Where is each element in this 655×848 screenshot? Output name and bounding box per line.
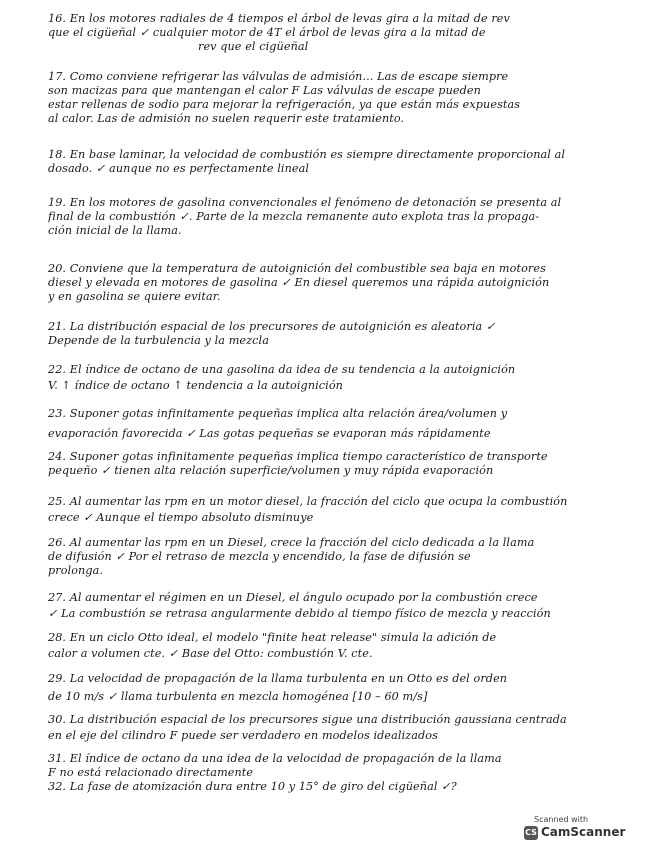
question-line: pequeño ✓ tienen alta relación superficie/volumen y muy rápida evaporación xyxy=(48,464,494,477)
question-line: ción inicial de la llama. xyxy=(48,224,182,237)
question-23 xyxy=(48,404,616,444)
question-line: F no está relacionado directamente xyxy=(48,766,254,779)
question-29 xyxy=(48,670,616,706)
question-line: al calor. Las de admisión no suelen requerir este tratamiento. xyxy=(48,112,405,125)
question-30 xyxy=(48,712,616,744)
question-line: 22. El índice de octano de una gasolina da idea de su tendencia a la autoignición xyxy=(48,363,516,376)
question-line: son macizas para que mantengan el calor F Las válvulas de escape pueden xyxy=(48,84,481,97)
question-21 xyxy=(48,320,616,348)
question-line: final de la combustión ✓. Parte de la mezcla remanente auto explota tras la propaga- xyxy=(48,210,540,223)
question-line: evaporación favorecida ✓ Las gotas pequeñas se evaporan más rápidamente xyxy=(48,427,491,440)
question-line: estar rellenas de sodio para mejorar la refrigeración, ya que están más expuestas xyxy=(48,98,521,111)
watermark-caption: Scanned with xyxy=(534,815,589,824)
question-25 xyxy=(48,494,616,526)
question-line: 29. La velocidad de propagación de la llama turbulenta en un Otto es del orden xyxy=(48,672,508,685)
question-line: 23. Suponer gotas infinitamente pequeñas implica alta relación área/volumen y xyxy=(48,407,508,420)
question-24 xyxy=(48,450,616,478)
question-line: 18. En base laminar, la velocidad de combustión es siempre directamente proporcional al xyxy=(48,148,566,161)
question-line: 17. Como conviene refrigerar las válvulas de admisión... Las de escape siempre xyxy=(48,70,509,83)
question-line: 20. Conviene que la temperatura de autoignición del combustible sea baja en motores xyxy=(48,262,546,275)
question-line: dosado. ✓ aunque no es perfectamente lineal xyxy=(48,162,310,175)
question-line: 27. Al aumentar el régimen en un Diesel, el ángulo ocupado por la combustión crece xyxy=(48,591,538,604)
question-line: calor a volumen cte. ✓ Base del Otto: combustión V. cte. xyxy=(48,647,373,660)
question-18 xyxy=(48,148,616,176)
question-line: 19. En los motores de gasolina convencionales el fenómeno de detonación se presenta al xyxy=(48,196,562,209)
question-line: prolonga. xyxy=(48,564,104,577)
question-line: y en gasolina se quiere evitar. xyxy=(48,290,221,303)
question-26 xyxy=(48,536,616,578)
question-line: que el cigüeñal ✓ cualquier motor de 4T el árbol de levas gira a la mitad de xyxy=(48,26,486,39)
question-line: 24. Suponer gotas infinitamente pequeñas implica tiempo característico de transporte xyxy=(48,450,548,463)
camscanner-watermark xyxy=(520,813,626,843)
question-line: 26. Al aumentar las rpm en un Diesel, crece la fracción del ciclo dedicada a la llama xyxy=(48,536,535,549)
question-17 xyxy=(48,70,616,126)
question-19 xyxy=(48,196,616,238)
camscanner-logo-icon: CS xyxy=(524,826,538,840)
question-22 xyxy=(48,362,616,394)
question-32 xyxy=(48,780,616,794)
question-line: rev que el cigüeñal xyxy=(198,40,309,53)
question-28 xyxy=(48,630,616,662)
question-line: V. ↑ índice de octano ↑ tendencia a la autoignición xyxy=(48,379,343,392)
question-16 xyxy=(48,12,616,54)
watermark-brand: CamScanner xyxy=(541,825,626,839)
question-27 xyxy=(48,590,616,622)
question-line: 30. La distribución espacial de los precursores sigue una distribución gaussiana centrada xyxy=(48,713,567,726)
question-31 xyxy=(48,752,616,780)
question-line: en el eje del cilindro F puede ser verdadero en modelos idealizados xyxy=(48,729,438,742)
question-line: 31. El índice de octano da una idea de la velocidad de propagación de la llama xyxy=(48,752,502,765)
question-line: Depende de la turbulencia y la mezcla xyxy=(48,334,269,347)
question-line: 16. En los motores radiales de 4 tiempos el árbol de levas gira a la mitad de rev xyxy=(48,12,510,25)
question-line: crece ✓ Aunque el tiempo absoluto disminuye xyxy=(48,511,314,524)
question-line: de difusión ✓ Por el retraso de mezcla y encendido, la fase de difusión se xyxy=(48,550,471,563)
question-line: ✓ La combustión se retrasa angularmente debido al tiempo físico de mezcla y reacción xyxy=(48,607,551,620)
question-line: 32. La fase de atomización dura entre 10 y 15° de giro del cigüeñal ✓? xyxy=(48,780,457,793)
question-line: 25. Al aumentar las rpm en un motor diesel, la fracción del ciclo que ocupa la combustión xyxy=(48,495,568,508)
question-line: de 10 m/s ✓ llama turbulenta en mezcla homogénea [10 – 60 m/s] xyxy=(48,690,428,703)
question-line: 28. En un ciclo Otto ideal, el modelo "finite heat release" simula la adición de xyxy=(48,631,497,644)
question-line: diesel y elevada en motores de gasolina ✓ En diesel queremos una rápida autoignición xyxy=(48,276,550,289)
question-20 xyxy=(48,262,616,304)
question-line: 21. La distribución espacial de los precursores de autoignición es aleatoria ✓ xyxy=(48,320,496,333)
